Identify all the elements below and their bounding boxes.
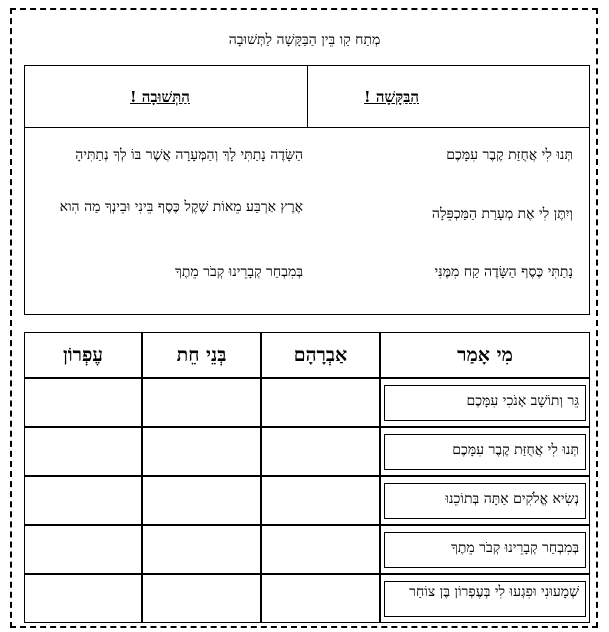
table-row	[24, 378, 590, 427]
avraham-check-cell[interactable]	[261, 476, 380, 525]
bnei-het-check-cell[interactable]	[142, 378, 261, 427]
efron-check-cell[interactable]	[24, 476, 142, 525]
header-divider	[307, 66, 308, 128]
avraham-check-cell[interactable]	[261, 427, 380, 476]
request-header: הַבַּקָּשָׁה !	[364, 88, 419, 106]
table-row	[24, 427, 590, 476]
answer-item[interactable]: הַשָּׂדֶה נָתַתִּי לָךְ וְהַמְּעָרָה אֲשֶׁר בּוֹ לְךָ נְתַתִּיהָ	[75, 147, 303, 163]
who-said-table	[24, 332, 590, 632]
bnei-het-check-cell[interactable]	[142, 427, 261, 476]
avraham-check-cell[interactable]	[261, 574, 380, 623]
request-item[interactable]: וְיִתֶּן לִי אֶת מְעָרַת הַמַּכְפֵּלָה	[431, 206, 573, 222]
bnei-het-header: בְּנֵי חֵת	[142, 332, 261, 378]
who-said-header-row	[24, 332, 590, 378]
bnei-het-check-cell[interactable]	[142, 476, 261, 525]
table-row	[24, 476, 590, 525]
quote-text: שְׁמָעוּנִי וּפִגְעוּ לִי בְּעֶפְרוֹן בֶּן צוֹחַר	[384, 581, 586, 617]
quote-cell	[380, 525, 590, 574]
quote-text: נְשִׂיא אֱלֹקִים אַתָּה בְּתוֹכֵנוּ	[384, 483, 586, 519]
efron-check-cell[interactable]	[24, 525, 142, 574]
request-item[interactable]: תְּנוּ לִי אֲחֻזַּת קֶבֶר עִמָּכֶם	[446, 147, 573, 163]
quote-cell	[380, 574, 590, 623]
request-item[interactable]: נָתַתִּי כֶּסֶף הַשָּׂדֶה קַח מִמֶּנִּי	[434, 264, 573, 280]
efron-check-cell[interactable]	[24, 378, 142, 427]
quote-text: גֵּר וְתוֹשָׁב אָנֹכִי עִמָּכֶם	[384, 385, 586, 421]
answer-item[interactable]: בְּמִבְחַר קְבָרֵינוּ קְבֹר מֵתֶךָ	[174, 264, 303, 280]
instruction-text: מְתַח קַו בֵּין הַבַּקָּשָׁה לַתְּשׁוּבָה	[228, 32, 381, 48]
avraham-check-cell[interactable]	[261, 525, 380, 574]
efron-check-cell[interactable]	[24, 427, 142, 476]
matching-table	[24, 65, 590, 315]
matching-table-header	[25, 66, 589, 128]
quote-text: בְּמִבְחַר קְבָרֵינוּ קְבֹר מֵתֶךָ	[384, 532, 586, 568]
table-row	[24, 525, 590, 574]
quote-cell	[380, 378, 590, 427]
bnei-het-check-cell[interactable]	[142, 525, 261, 574]
quote-cell	[380, 427, 590, 476]
table-row	[24, 574, 590, 623]
efron-header: עֶפְרוֹן	[24, 332, 142, 378]
answer-header: הַתְּשׁוּבָה !	[130, 88, 190, 106]
avraham-check-cell[interactable]	[261, 378, 380, 427]
avraham-header: אַבְרָהָם	[261, 332, 380, 378]
bnei-het-check-cell[interactable]	[142, 574, 261, 623]
quote-cell	[380, 476, 590, 525]
answer-item[interactable]: אֶרֶץ אַרְבַּע מֵאוֹת שֶׁקֶל כֶּסֶף בֵּינִי וּבֵינְךָ מַה הִוא	[59, 199, 303, 215]
efron-check-cell[interactable]	[24, 574, 142, 623]
who-said-header: מִי אָמַר	[380, 332, 590, 378]
quote-text: תְּנוּ לִי אֲחֻזַּת קֶבֶר עִמָּכֶם	[384, 434, 586, 470]
